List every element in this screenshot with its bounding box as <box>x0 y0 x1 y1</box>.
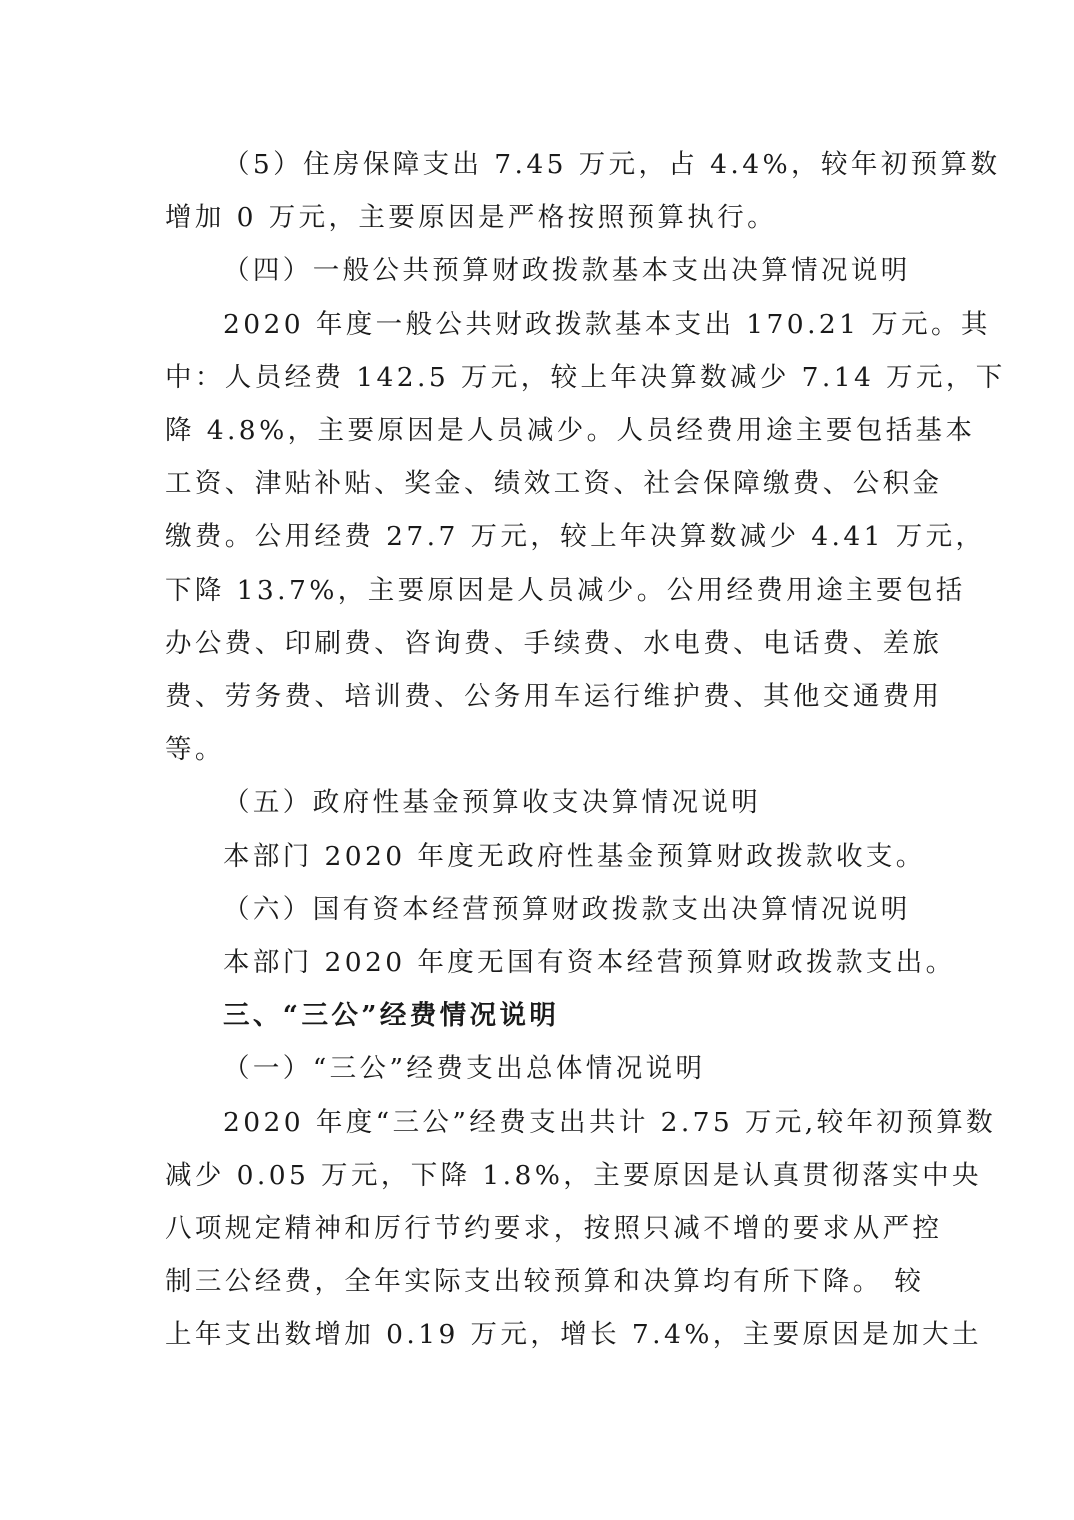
text-line: 办公费、印刷费、咨询费、手续费、水电费、电话费、差旅 <box>165 627 943 659</box>
paragraph-three-public-overall <box>165 1096 997 1362</box>
text-line: 降 4.8%，主要原因是人员减少。人员经费用途主要包括基本 <box>165 415 976 447</box>
section-heading-state-capital: （六）国有资本经营预算财政拨款支出决算情况说明 <box>223 893 911 925</box>
text-line: 本部门 2020 年度无国有资本经营预算财政拨款支出。 <box>223 947 956 979</box>
text-line: 费、劳务费、培训费、公务用车运行维护费、其他交通费用 <box>165 681 943 713</box>
text-line: 增加 0 万元，主要原因是严格按照预算执行。 <box>165 202 778 234</box>
section-heading-basic-expenditure: （四）一般公共预算财政拨款基本支出决算情况说明 <box>223 255 911 287</box>
text-line: 本部门 2020 年度无政府性基金预算财政拨款收支。 <box>223 840 926 872</box>
document-page <box>165 138 1006 1362</box>
text-line: 上年支出数增加 0.19 万元，增长 7.4%，主要原因是加大土 <box>165 1319 982 1351</box>
text-line: 中：人员经费 142.5 万元，较上年决算数减少 7.14 万元，下 <box>165 361 1006 393</box>
chapter-heading-three-public-expenses: 三、“三公”经费情况说明 <box>223 1000 560 1032</box>
section-heading-government-fund: （五）政府性基金预算收支决算情况说明 <box>223 787 762 819</box>
text-line: （5）住房保障支出 7.45 万元，占 4.4%，较年初预算数 <box>223 149 1001 180</box>
text-line: 减少 0.05 万元，下降 1.8%，主要原因是认真贯彻落实中央 <box>165 1159 982 1191</box>
paragraph-state-capital <box>165 936 956 989</box>
text-line: 八项规定精神和厉行节约要求，按照只减不增的要求从严控 <box>165 1213 943 1245</box>
text-line: 2020 年度“三公”经费支出共计 2.75 万元,较年初预算数 <box>223 1106 997 1138</box>
text-line: 缴费。公用经费 27.7 万元，较上年决算数减少 4.41 万元， <box>165 521 986 553</box>
paragraph-government-fund <box>165 830 926 883</box>
text-line: 工资、津贴补贴、奖金、绩效工资、社会保障缴费、公积金 <box>165 468 943 500</box>
paragraph-basic-expenditure <box>165 298 1006 777</box>
text-line: 制三公经费，全年实际支出较预算和决算均有所下降。 较 <box>165 1266 925 1298</box>
paragraph-housing-expenditure <box>165 138 1001 244</box>
text-line: 等。 <box>165 734 225 766</box>
section-heading-three-public-overall: （一）“三公”经费支出总体情况说明 <box>223 1053 706 1085</box>
text-line: 下降 13.7%，主要原因是人员减少。公用经费用途主要包括 <box>165 574 966 606</box>
text-line: 2020 年度一般公共财政拨款基本支出 170.21 万元。其 <box>223 308 991 340</box>
